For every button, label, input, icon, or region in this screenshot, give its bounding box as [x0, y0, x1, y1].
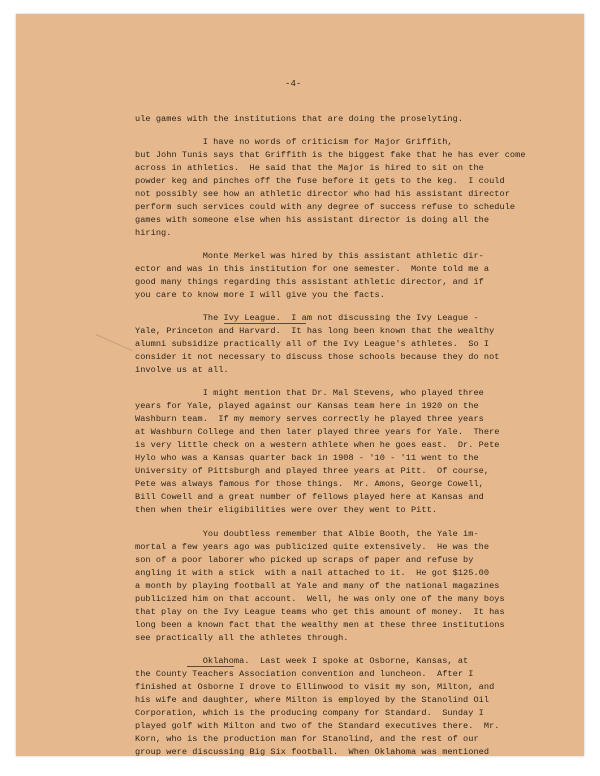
line: Korn, who is the production man for Stanolind, and the rest of our	[135, 734, 479, 744]
line: Washburn team. If my memory serves correctly he played three years	[135, 414, 484, 424]
line: Pete was always famous for those things. Mr. Amons, George Cowell,	[135, 479, 484, 489]
line: son of a poor laborer who picked up scraps of paper and refuse by	[135, 555, 474, 565]
line: mortal a few years ago was publicized quite extensively. He was the	[135, 542, 490, 552]
line: group were discussing Big Six football. When Oklahoma was mentioned	[135, 747, 490, 757]
heading-underline	[224, 323, 306, 324]
line: hiring.	[135, 228, 172, 238]
line: across in athletics. He said that the Major is hired to sit on the	[135, 163, 484, 173]
line: but John Tunis says that Griffith is the biggest fake that he has ever come	[135, 150, 526, 160]
line: powder keg and pinches off the fuse before it gets to the keg. I could	[135, 176, 505, 186]
line: consider it not necessary to discuss those schools because they do not	[135, 352, 500, 362]
document-page	[16, 14, 584, 756]
line: I might mention that Dr. Mal Stevens, who played three	[135, 388, 484, 398]
line: see practically all the athletes through.	[135, 633, 349, 643]
line: Hylo who was a Kansas quarter back in 1908 - '10 - '11 went to the	[135, 453, 479, 463]
line: that play on the Ivy League teams who get this amount of money. It has	[135, 607, 505, 617]
line: you care to know more I will give you the facts.	[135, 290, 385, 300]
heading-underline	[187, 666, 234, 667]
line: finished at Osborne I drove to Ellinwood to visit my son, Milton, and	[135, 682, 495, 692]
line: games with someone else when his assistant director is doing all the	[135, 215, 490, 225]
line: played golf with Milton and two of the Standard executives there. Mr.	[135, 721, 500, 731]
line: involve us at all.	[135, 365, 229, 375]
line: good many things regarding this assistant athletic director, and if	[135, 277, 484, 287]
line: not possibly see how an athletic director who had his assistant director	[135, 189, 510, 199]
line: ule games with the institutions that are doing the proselyting.	[135, 114, 464, 124]
line: University of Pittsburgh and played three years at Pitt. Of course,	[135, 466, 490, 476]
line: ector and was in this institution for one semester. Monte told me a	[135, 264, 490, 274]
line: then when their eligibilities were over they went to Pitt.	[135, 505, 438, 515]
line: Yale, Princeton and Harvard. It has long been known that the wealthy	[135, 326, 495, 336]
line: his wife and daughter, where Milton is employed by the Stanolind Oil	[135, 695, 490, 705]
line: a month by playing football at Yale and many of the national magazines	[135, 581, 500, 591]
line: I have no words of criticism for Major Griffith,	[135, 137, 453, 147]
section-heading-line: The Ivy League. I am not discussing the Ivy League -	[135, 313, 479, 323]
line: the County Teachers Association convention and luncheon. After I	[135, 669, 474, 679]
section-heading-line: Oklahoma. Last week I spoke at Osborne, Kansas, at	[135, 656, 469, 666]
line: years for Yale, played against our Kansas team here in 1920 on the	[135, 401, 479, 411]
line: is very little check on a western athlete when he goes east. Dr. Pete	[135, 440, 500, 450]
pencil-mark	[96, 334, 133, 351]
line: You doubtless remember that Albie Booth, the Yale im-	[135, 529, 479, 539]
line: Corporation, which is the producing company for Standard. Sunday I	[135, 708, 484, 718]
line: angling it with a stick with a nail attached to it. He got $125.00	[135, 568, 490, 578]
page-number: -4-	[285, 79, 302, 89]
line: Monte Merkel was hired by this assistant athletic dir-	[135, 251, 484, 261]
line: publicized him on that account. Well, he was only one of the many boys	[135, 594, 505, 604]
line: alumni subsidize practically all of the Ivy League's athletes. So I	[135, 339, 490, 349]
line: Bill Cowell and a great number of fellows played here at Kansas and	[135, 492, 484, 502]
line: at Washburn College and then later played three years for Yale. There	[135, 427, 500, 437]
line: perform such services could with any degree of success refuse to schedule	[135, 202, 516, 212]
line: long been a known fact that the wealthy men at these three institutions	[135, 620, 505, 630]
